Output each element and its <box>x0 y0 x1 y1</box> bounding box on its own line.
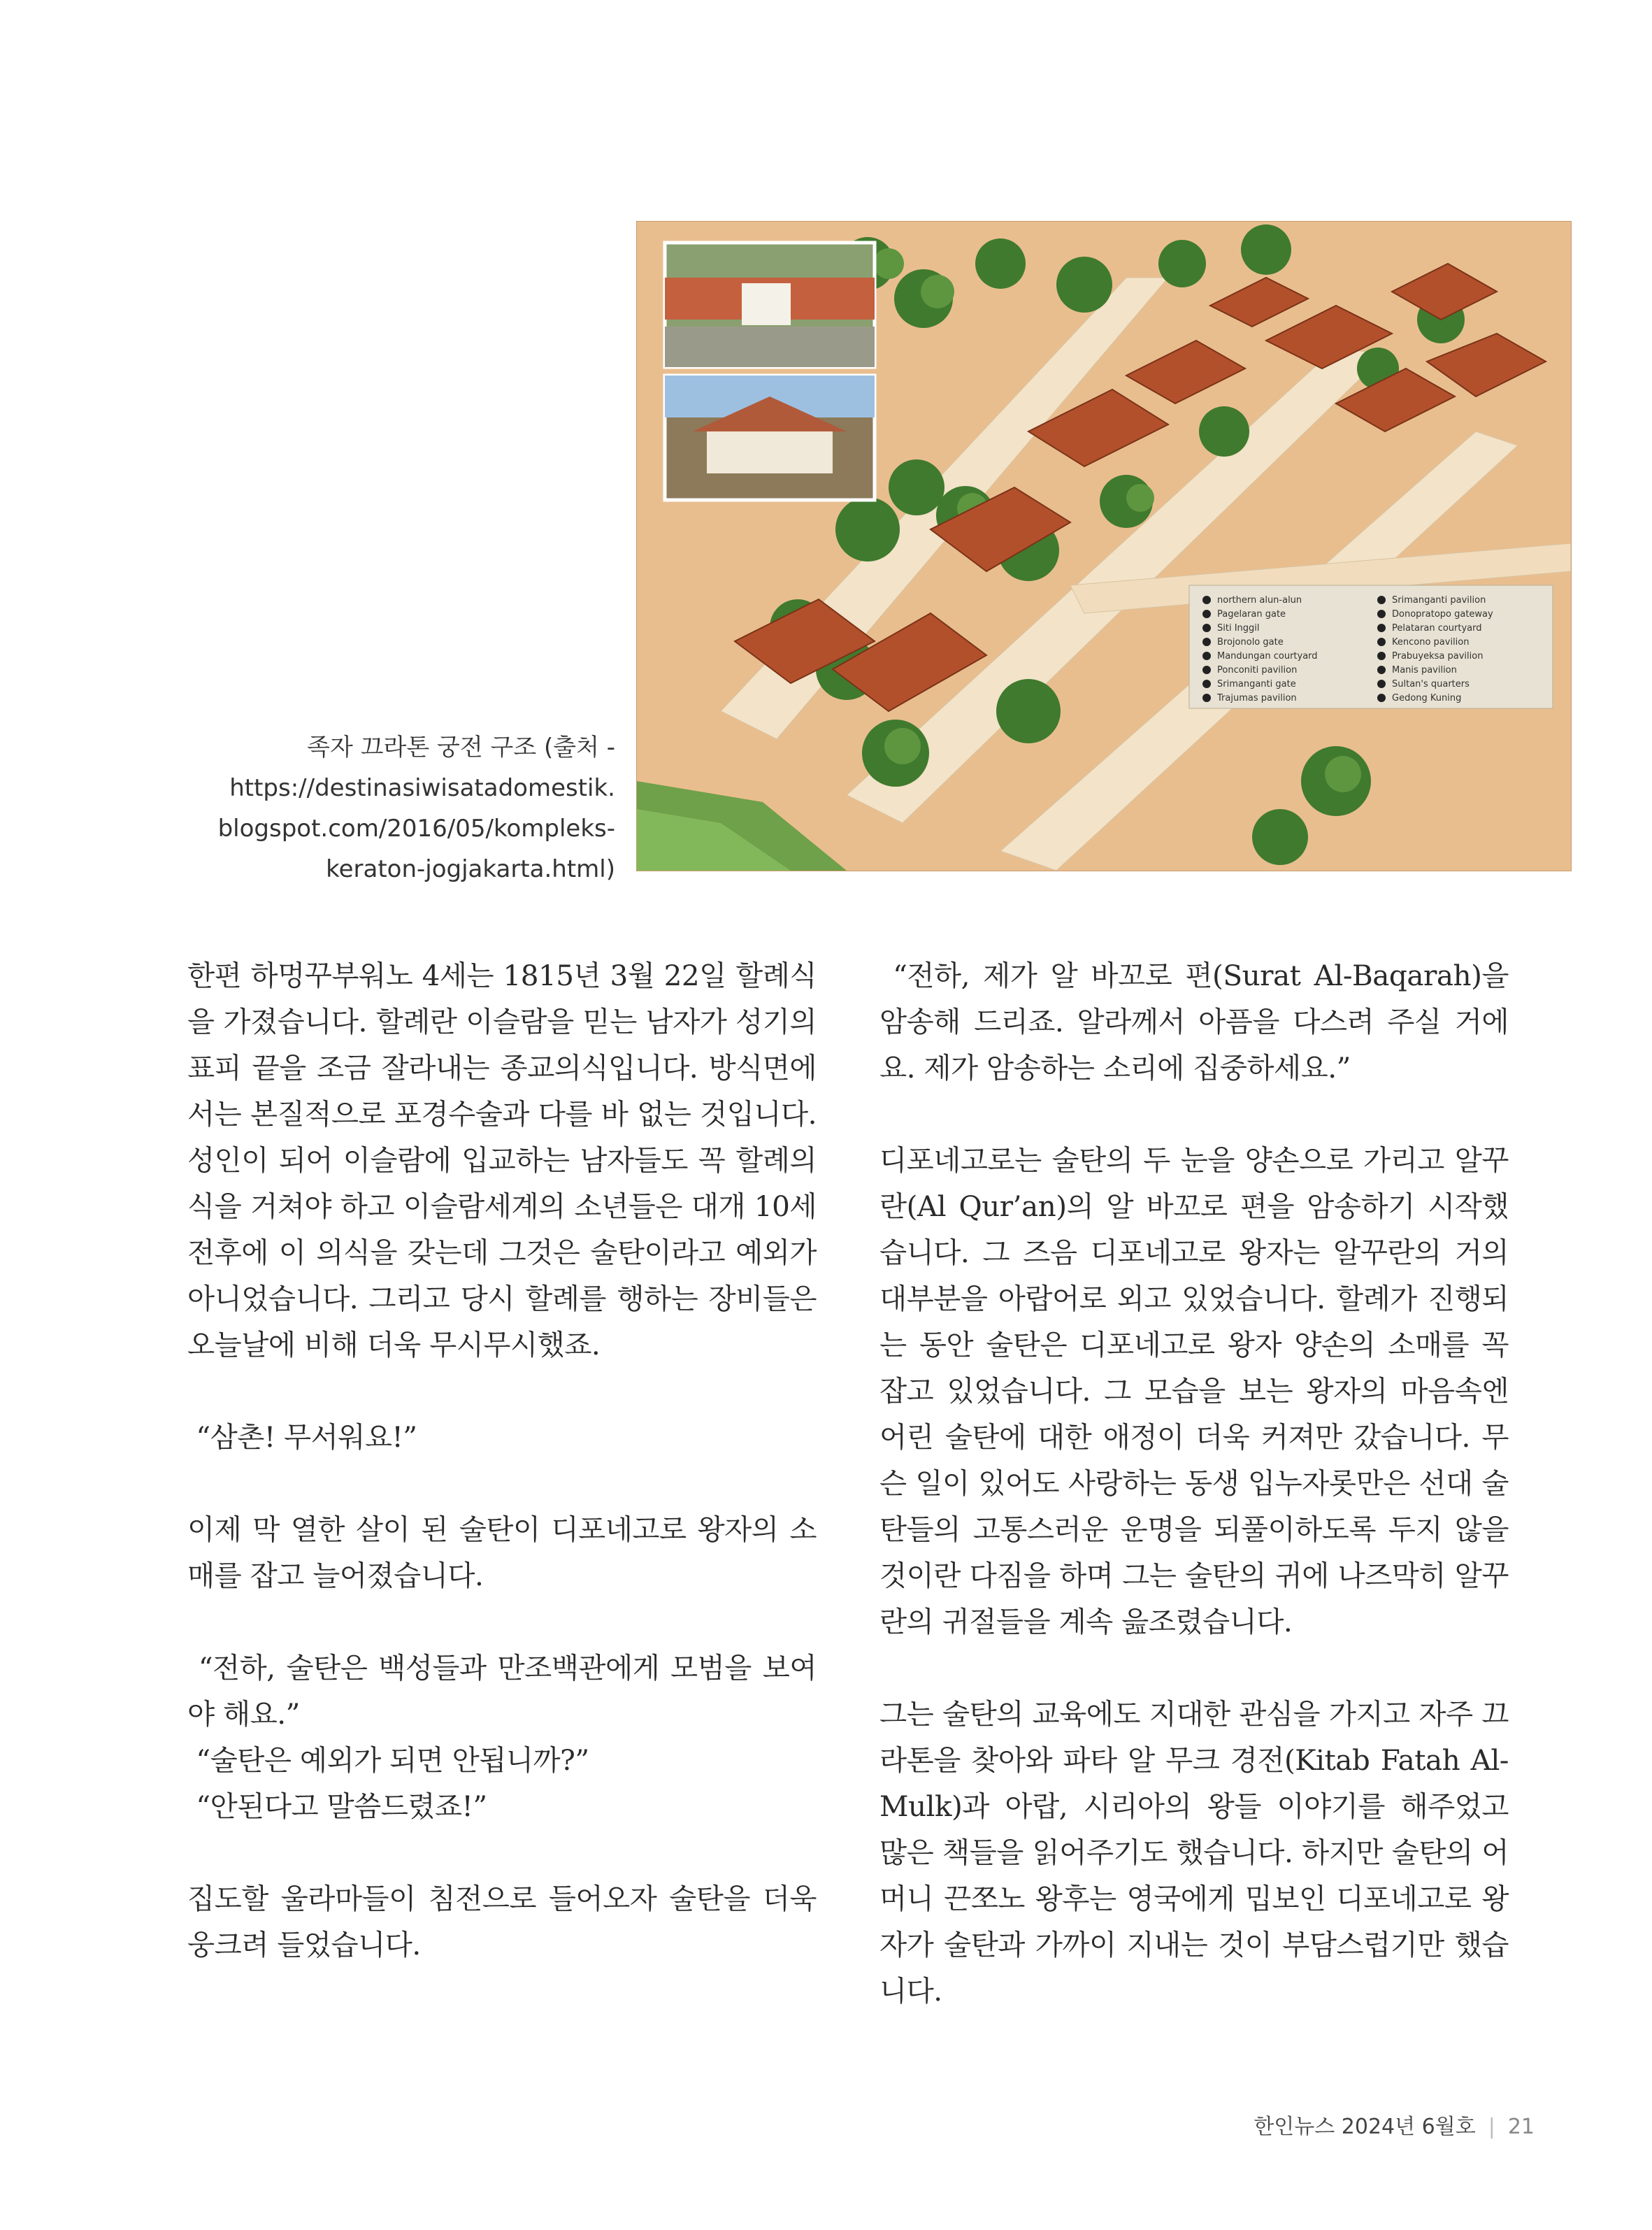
legend-left-label: Mandungan courtyard <box>1217 651 1318 662</box>
legend-left-label: northern alun-alun <box>1217 595 1302 606</box>
legend-right-label: Prabuyeksa pavilion <box>1392 651 1484 662</box>
paragraph: 그는 술탄의 교육에도 지대한 관심을 가지고 자주 끄라톤을 찾아와 파타 알 무크 경전(Kitab Fatah Al-Mulk)과 아랍, 시리아의 왕들 이야기를 해주었고 많은 책들을 읽어주기도 했습니다. 하지만 술탄의 어머니 끈쪼노 왕후는 영국에게 밉보인 디포네고로 왕자가 술탄과 가까이 지내는 것이 부담스럽기만 했습니다. <box>879 1697 1509 2008</box>
legend-left-label: Srimanganti gate <box>1217 679 1296 689</box>
legend-right-label: Pelataran courtyard <box>1392 623 1482 634</box>
keraton-map-illustration <box>636 221 1572 871</box>
legend-left-label: Ponconiti pavilion <box>1217 665 1298 676</box>
paragraph: 집도할 울라마들이 침전으로 들어오자 술탄을 더욱 웅크려 들었습니다. <box>187 1882 817 1961</box>
publication-title: 한인뉴스 2024년 6월호 <box>1254 2115 1476 2139</box>
paragraph: 디포네고로는 술탄의 두 눈을 양손으로 가리고 알꾸란(Al Qur’an)의 알 바꼬로 편을 암송하기 시작했습니다. 그 즈음 디포네고로 왕자는 알꾸란의 거의 대부분을 아랍어로 외고 있었습니다. 할례가 진행되는 동안 술탄은 디포네고로 왕자 양손의 소매를 꼭 잡고 있었습니다. 그 모습을 보는 왕자의 마음속엔 어린 술탄에 대한 애정이 더욱 커져만 갔습니다. 무슨 일이 있어도 사랑하는 동생 입누자롯만은 선대 술탄들의 고통스러운 운명을 되풀이하도록 두지 않을 것이란 다짐을 하며 그는 술탄의 귀에 나즈막히 알꾸란의 귀절들을 계속 읊조렸습니다. <box>879 1143 1509 1638</box>
page-footer <box>1254 2109 1535 2140</box>
legend-left-label: Pagelaran gate <box>1217 609 1286 620</box>
dialogue-line: “전하, 제가 알 바꼬로 편(Surat Al-Baqarah)을 암송해 드리죠. 알라께서 아픔을 다스려 주실 거에요. 제가 암송하는 소리에 집중하세요.” <box>879 959 1509 1085</box>
keraton-map-drawing <box>637 222 1571 871</box>
footer-separator: | <box>1488 2115 1495 2139</box>
dialogue-block: “전하, 술탄은 백성들과 만조백관에게 모범을 보여야 해요.” “술탄은 예외가 되면 안됩니까?” “안된다고 말씀드렸죠!” <box>187 1651 817 1823</box>
article-left-column <box>187 952 817 1968</box>
legend-left-label: Trajumas pavilion <box>1217 693 1297 703</box>
legend-left-label: Brojonolo gate <box>1217 637 1284 648</box>
paragraph: 한편 하멍꾸부워노 4세는 1815년 3월 22일 할례식을 가졌습니다. 할례란 이슬람을 믿는 남자가 성기의 표피 끝을 조금 잘라내는 종교의식입니다. 방식면에서는 본질적으로 포경수술과 다를 바 없는 것입니다. 성인이 되어 이슬람에 입교하는 남자들도 꼭 할례의식을 거쳐야 하고 이슬람세계의 소년들은 대개 10세 전후에 이 의식을 갖는데 그것은 술탄이라고 예외가 아니었습니다. 그리고 당시 할례를 행하는 장비들은 오늘날에 비해 더욱 무시무시했죠. <box>187 959 817 1361</box>
legend-right-label: Kencono pavilion <box>1392 637 1470 648</box>
legend-right-label: Sultan's quarters <box>1392 679 1470 689</box>
page-number: 21 <box>1507 2115 1535 2139</box>
legend-right-label: Manis pavilion <box>1392 665 1457 676</box>
legend-right-label: Donopratopo gateway <box>1392 609 1493 620</box>
legend-left-label: Siti Inggil <box>1217 623 1260 634</box>
legend-right-label: Srimanganti pavilion <box>1392 595 1486 606</box>
article-right-column <box>879 952 1509 2014</box>
figure-caption: 족자 끄라톤 궁전 구조 (출처 - https://destinasiwisatadomestik. blogspot.com/2016/05/kompleks- keraton-jogjakarta.html) <box>217 734 615 883</box>
dialogue-line: “삼촌! 무서워요!” <box>187 1420 417 1454</box>
paragraph: 이제 막 열한 살이 된 술탄이 디포네고로 왕자의 소매를 잡고 늘어졌습니다. <box>187 1513 817 1592</box>
legend-right-label: Gedong Kuning <box>1392 693 1462 703</box>
